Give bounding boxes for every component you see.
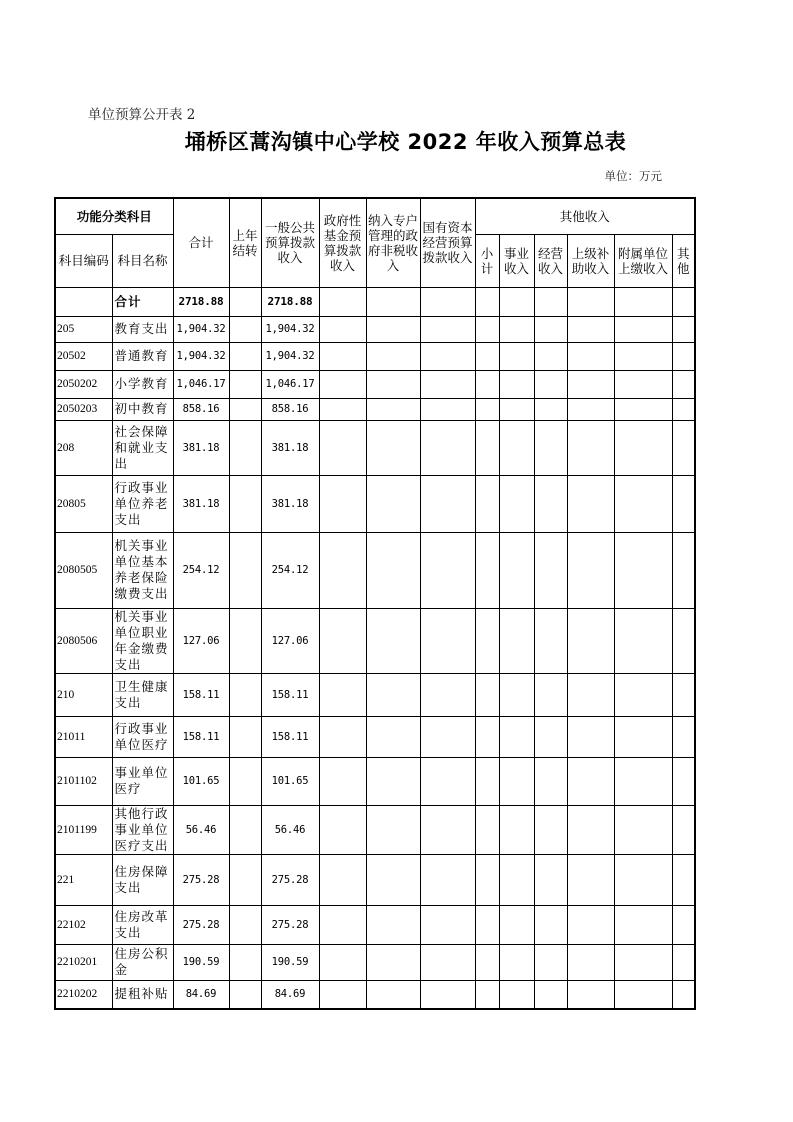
cell-nontax bbox=[366, 608, 420, 673]
cell-stateowned bbox=[420, 944, 475, 980]
cell-subsidy bbox=[567, 805, 614, 854]
cell-general: 158.11 bbox=[261, 716, 319, 757]
cell-govfund bbox=[319, 475, 366, 532]
cell-operating bbox=[534, 287, 567, 316]
cell-govfund bbox=[319, 342, 366, 370]
cell-subtotal bbox=[475, 608, 499, 673]
cell-carryover bbox=[229, 805, 261, 854]
cell-others bbox=[672, 716, 695, 757]
cell-name: 小学教育 bbox=[112, 370, 173, 398]
cell-operating bbox=[534, 805, 567, 854]
cell-code: 2101199 bbox=[55, 805, 112, 854]
cell-name: 普通教育 bbox=[112, 342, 173, 370]
cell-affiliated bbox=[614, 398, 672, 420]
cell-others bbox=[672, 673, 695, 716]
cell-stateowned bbox=[420, 287, 475, 316]
cell-nontax bbox=[366, 532, 420, 608]
cell-subtotal bbox=[475, 905, 499, 944]
table-row bbox=[55, 475, 695, 532]
header-nontax: 纳入专户管理的政府非税收入 bbox=[366, 198, 420, 287]
cell-affiliated bbox=[614, 980, 672, 1009]
cell-name: 行政事业单位养老支出 bbox=[112, 475, 173, 532]
header-stateowned: 国有资本经营预算拨款收入 bbox=[420, 198, 475, 287]
cell-stateowned bbox=[420, 673, 475, 716]
cell-general: 1,904.32 bbox=[261, 316, 319, 342]
cell-code: 20805 bbox=[55, 475, 112, 532]
cell-business bbox=[499, 420, 534, 475]
cell-operating bbox=[534, 905, 567, 944]
cell-others bbox=[672, 805, 695, 854]
cell-stateowned bbox=[420, 980, 475, 1009]
table-row bbox=[55, 532, 695, 608]
cell-govfund bbox=[319, 944, 366, 980]
cell-subtotal bbox=[475, 944, 499, 980]
cell-code: 2080505 bbox=[55, 532, 112, 608]
cell-code: 205 bbox=[55, 316, 112, 342]
cell-general: 127.06 bbox=[261, 608, 319, 673]
cell-carryover bbox=[229, 398, 261, 420]
cell-nontax bbox=[366, 420, 420, 475]
header-other-group: 其他收入 bbox=[475, 198, 695, 234]
cell-total: 127.06 bbox=[173, 608, 229, 673]
cell-affiliated bbox=[614, 716, 672, 757]
cell-subtotal bbox=[475, 757, 499, 805]
cell-total: 254.12 bbox=[173, 532, 229, 608]
cell-general: 1,904.32 bbox=[261, 342, 319, 370]
cell-subsidy bbox=[567, 342, 614, 370]
cell-stateowned bbox=[420, 342, 475, 370]
cell-others bbox=[672, 854, 695, 905]
cell-name: 机关事业单位职业年金缴费支出 bbox=[112, 608, 173, 673]
cell-affiliated bbox=[614, 757, 672, 805]
cell-name: 机关事业单位基本养老保险缴费支出 bbox=[112, 532, 173, 608]
cell-others bbox=[672, 398, 695, 420]
table-body bbox=[55, 287, 695, 1009]
cell-govfund bbox=[319, 980, 366, 1009]
cell-nontax bbox=[366, 716, 420, 757]
cell-operating bbox=[534, 475, 567, 532]
cell-name: 教育支出 bbox=[112, 316, 173, 342]
cell-general: 2718.88 bbox=[261, 287, 319, 316]
cell-carryover bbox=[229, 342, 261, 370]
cell-others bbox=[672, 342, 695, 370]
cell-affiliated bbox=[614, 475, 672, 532]
cell-business bbox=[499, 905, 534, 944]
cell-total: 101.65 bbox=[173, 757, 229, 805]
cell-subtotal bbox=[475, 805, 499, 854]
cell-name: 初中教育 bbox=[112, 398, 173, 420]
cell-business bbox=[499, 475, 534, 532]
cell-subtotal bbox=[475, 420, 499, 475]
cell-business bbox=[499, 854, 534, 905]
cell-code: 2210202 bbox=[55, 980, 112, 1009]
table-row bbox=[55, 805, 695, 854]
cell-total: 1,904.32 bbox=[173, 316, 229, 342]
cell-affiliated bbox=[614, 420, 672, 475]
cell-nontax bbox=[366, 944, 420, 980]
cell-stateowned bbox=[420, 532, 475, 608]
cell-business bbox=[499, 944, 534, 980]
cell-carryover bbox=[229, 420, 261, 475]
cell-business bbox=[499, 398, 534, 420]
table-row bbox=[55, 316, 695, 342]
cell-stateowned bbox=[420, 398, 475, 420]
cell-others bbox=[672, 905, 695, 944]
cell-name: 提租补贴 bbox=[112, 980, 173, 1009]
cell-subsidy bbox=[567, 398, 614, 420]
cell-carryover bbox=[229, 905, 261, 944]
page-title: 埇桥区蒿沟镇中心学校 2022 年收入预算总表 bbox=[184, 130, 627, 154]
table-row bbox=[55, 854, 695, 905]
income-budget-table bbox=[54, 197, 696, 1010]
cell-code: 210 bbox=[55, 673, 112, 716]
cell-affiliated bbox=[614, 608, 672, 673]
cell-code: 2210201 bbox=[55, 944, 112, 980]
cell-subsidy bbox=[567, 316, 614, 342]
cell-subtotal bbox=[475, 854, 499, 905]
cell-govfund bbox=[319, 420, 366, 475]
cell-govfund bbox=[319, 905, 366, 944]
cell-affiliated bbox=[614, 316, 672, 342]
cell-govfund bbox=[319, 316, 366, 342]
cell-carryover bbox=[229, 944, 261, 980]
cell-nontax bbox=[366, 905, 420, 944]
table-row bbox=[55, 944, 695, 980]
cell-nontax bbox=[366, 398, 420, 420]
cell-govfund bbox=[319, 532, 366, 608]
table-row bbox=[55, 420, 695, 475]
cell-total: 275.28 bbox=[173, 854, 229, 905]
cell-general: 275.28 bbox=[261, 905, 319, 944]
cell-operating bbox=[534, 370, 567, 398]
cell-operating bbox=[534, 854, 567, 905]
cell-nontax bbox=[366, 980, 420, 1009]
table-row bbox=[55, 980, 695, 1009]
cell-others bbox=[672, 757, 695, 805]
cell-subsidy bbox=[567, 287, 614, 316]
header-total: 合计 bbox=[173, 198, 229, 287]
header-business: 事业收入 bbox=[499, 234, 534, 287]
cell-total: 381.18 bbox=[173, 475, 229, 532]
cell-stateowned bbox=[420, 608, 475, 673]
cell-general: 84.69 bbox=[261, 980, 319, 1009]
cell-general: 56.46 bbox=[261, 805, 319, 854]
cell-subtotal bbox=[475, 287, 499, 316]
cell-general: 190.59 bbox=[261, 944, 319, 980]
cell-business bbox=[499, 287, 534, 316]
cell-govfund bbox=[319, 757, 366, 805]
cell-carryover bbox=[229, 673, 261, 716]
cell-subsidy bbox=[567, 532, 614, 608]
cell-operating bbox=[534, 420, 567, 475]
cell-business bbox=[499, 532, 534, 608]
cell-stateowned bbox=[420, 316, 475, 342]
cell-total: 1,904.32 bbox=[173, 342, 229, 370]
cell-carryover bbox=[229, 716, 261, 757]
cell-affiliated bbox=[614, 854, 672, 905]
cell-subsidy bbox=[567, 673, 614, 716]
cell-code: 2080506 bbox=[55, 608, 112, 673]
cell-business bbox=[499, 757, 534, 805]
cell-operating bbox=[534, 316, 567, 342]
header-subtotal: 小计 bbox=[475, 234, 499, 287]
cell-code: 2101102 bbox=[55, 757, 112, 805]
cell-subtotal bbox=[475, 316, 499, 342]
cell-subsidy bbox=[567, 370, 614, 398]
cell-affiliated bbox=[614, 673, 672, 716]
cell-name: 其他行政事业单位医疗支出 bbox=[112, 805, 173, 854]
unit-label: 单位：万元 bbox=[604, 169, 662, 183]
cell-name: 住房保障支出 bbox=[112, 854, 173, 905]
cell-affiliated bbox=[614, 905, 672, 944]
cell-operating bbox=[534, 342, 567, 370]
cell-name: 社会保障和就业支出 bbox=[112, 420, 173, 475]
cell-others bbox=[672, 475, 695, 532]
cell-operating bbox=[534, 944, 567, 980]
cell-subsidy bbox=[567, 944, 614, 980]
cell-name: 住房公积金 bbox=[112, 944, 173, 980]
cell-total: 158.11 bbox=[173, 716, 229, 757]
cell-nontax bbox=[366, 854, 420, 905]
cell-general: 254.12 bbox=[261, 532, 319, 608]
cell-business bbox=[499, 608, 534, 673]
cell-name: 住房改革支出 bbox=[112, 905, 173, 944]
cell-affiliated bbox=[614, 287, 672, 316]
cell-code bbox=[55, 287, 112, 316]
cell-code: 221 bbox=[55, 854, 112, 905]
cell-business bbox=[499, 980, 534, 1009]
cell-govfund bbox=[319, 370, 366, 398]
cell-subsidy bbox=[567, 905, 614, 944]
cell-general: 381.18 bbox=[261, 475, 319, 532]
cell-govfund bbox=[319, 716, 366, 757]
cell-stateowned bbox=[420, 805, 475, 854]
cell-name: 事业单位医疗 bbox=[112, 757, 173, 805]
cell-code: 2050202 bbox=[55, 370, 112, 398]
header-general: 一般公共预算拨款收入 bbox=[261, 198, 319, 287]
cell-affiliated bbox=[614, 805, 672, 854]
cell-subsidy bbox=[567, 854, 614, 905]
cell-others bbox=[672, 608, 695, 673]
cell-stateowned bbox=[420, 854, 475, 905]
cell-general: 101.65 bbox=[261, 757, 319, 805]
cell-nontax bbox=[366, 342, 420, 370]
cell-operating bbox=[534, 398, 567, 420]
cell-others bbox=[672, 287, 695, 316]
cell-operating bbox=[534, 980, 567, 1009]
cell-business bbox=[499, 673, 534, 716]
header-others: 其他 bbox=[672, 234, 695, 287]
header-name: 科目名称 bbox=[112, 234, 173, 287]
cell-total: 158.11 bbox=[173, 673, 229, 716]
cell-others bbox=[672, 944, 695, 980]
cell-affiliated bbox=[614, 944, 672, 980]
cell-general: 1,046.17 bbox=[261, 370, 319, 398]
cell-stateowned bbox=[420, 716, 475, 757]
cell-general: 381.18 bbox=[261, 420, 319, 475]
table-row bbox=[55, 398, 695, 420]
cell-govfund bbox=[319, 287, 366, 316]
cell-others bbox=[672, 370, 695, 398]
table-row bbox=[55, 673, 695, 716]
cell-carryover bbox=[229, 757, 261, 805]
header-code: 科目编码 bbox=[55, 234, 112, 287]
cell-affiliated bbox=[614, 370, 672, 398]
cell-business bbox=[499, 370, 534, 398]
cell-stateowned bbox=[420, 420, 475, 475]
cell-business bbox=[499, 805, 534, 854]
header-affiliated: 附属单位上缴收入 bbox=[614, 234, 672, 287]
cell-total: 56.46 bbox=[173, 805, 229, 854]
cell-nontax bbox=[366, 805, 420, 854]
cell-carryover bbox=[229, 980, 261, 1009]
cell-nontax bbox=[366, 287, 420, 316]
cell-affiliated bbox=[614, 532, 672, 608]
cell-subtotal bbox=[475, 342, 499, 370]
cell-total: 275.28 bbox=[173, 905, 229, 944]
cell-total: 1,046.17 bbox=[173, 370, 229, 398]
header-subsidy: 上级补助收入 bbox=[567, 234, 614, 287]
cell-nontax bbox=[366, 757, 420, 805]
cell-business bbox=[499, 716, 534, 757]
cell-subtotal bbox=[475, 475, 499, 532]
cell-code: 22102 bbox=[55, 905, 112, 944]
cell-total: 2718.88 bbox=[173, 287, 229, 316]
cell-code: 20502 bbox=[55, 342, 112, 370]
cell-carryover bbox=[229, 475, 261, 532]
cell-subtotal bbox=[475, 980, 499, 1009]
table-row bbox=[55, 716, 695, 757]
cell-carryover bbox=[229, 316, 261, 342]
cell-business bbox=[499, 316, 534, 342]
cell-nontax bbox=[366, 673, 420, 716]
table-row bbox=[55, 608, 695, 673]
table-number-label: 单位预算公开表 2 bbox=[88, 107, 196, 123]
cell-name: 合计 bbox=[112, 287, 173, 316]
cell-subsidy bbox=[567, 980, 614, 1009]
cell-code: 2050203 bbox=[55, 398, 112, 420]
cell-govfund bbox=[319, 608, 366, 673]
table-row bbox=[55, 757, 695, 805]
cell-total: 858.16 bbox=[173, 398, 229, 420]
cell-stateowned bbox=[420, 757, 475, 805]
cell-subsidy bbox=[567, 420, 614, 475]
cell-stateowned bbox=[420, 905, 475, 944]
cell-stateowned bbox=[420, 370, 475, 398]
cell-subtotal bbox=[475, 398, 499, 420]
cell-nontax bbox=[366, 316, 420, 342]
table-row bbox=[55, 905, 695, 944]
cell-code: 208 bbox=[55, 420, 112, 475]
cell-general: 858.16 bbox=[261, 398, 319, 420]
table-row bbox=[55, 370, 695, 398]
cell-nontax bbox=[366, 370, 420, 398]
cell-subtotal bbox=[475, 370, 499, 398]
cell-subsidy bbox=[567, 716, 614, 757]
cell-operating bbox=[534, 757, 567, 805]
table-row bbox=[55, 342, 695, 370]
cell-affiliated bbox=[614, 342, 672, 370]
cell-stateowned bbox=[420, 475, 475, 532]
cell-others bbox=[672, 420, 695, 475]
cell-carryover bbox=[229, 608, 261, 673]
header-carryover: 上年结转 bbox=[229, 198, 261, 287]
cell-name: 行政事业单位医疗 bbox=[112, 716, 173, 757]
cell-others bbox=[672, 316, 695, 342]
cell-govfund bbox=[319, 673, 366, 716]
cell-operating bbox=[534, 673, 567, 716]
cell-operating bbox=[534, 716, 567, 757]
cell-name: 卫生健康支出 bbox=[112, 673, 173, 716]
cell-govfund bbox=[319, 805, 366, 854]
cell-others bbox=[672, 532, 695, 608]
cell-carryover bbox=[229, 287, 261, 316]
cell-subtotal bbox=[475, 716, 499, 757]
cell-total: 381.18 bbox=[173, 420, 229, 475]
cell-general: 275.28 bbox=[261, 854, 319, 905]
total-row bbox=[55, 287, 695, 316]
cell-subtotal bbox=[475, 673, 499, 716]
cell-govfund bbox=[319, 398, 366, 420]
cell-nontax bbox=[366, 475, 420, 532]
header-govfund: 政府性基金预算拨款收入 bbox=[319, 198, 366, 287]
cell-subsidy bbox=[567, 608, 614, 673]
cell-carryover bbox=[229, 370, 261, 398]
cell-govfund bbox=[319, 854, 366, 905]
cell-code: 21011 bbox=[55, 716, 112, 757]
cell-carryover bbox=[229, 532, 261, 608]
cell-others bbox=[672, 980, 695, 1009]
cell-carryover bbox=[229, 854, 261, 905]
header-func-group: 功能分类科目 bbox=[55, 198, 173, 234]
cell-general: 158.11 bbox=[261, 673, 319, 716]
cell-total: 84.69 bbox=[173, 980, 229, 1009]
cell-subsidy bbox=[567, 475, 614, 532]
cell-subtotal bbox=[475, 532, 499, 608]
header-operating: 经营收入 bbox=[534, 234, 567, 287]
cell-operating bbox=[534, 608, 567, 673]
cell-business bbox=[499, 342, 534, 370]
cell-subsidy bbox=[567, 757, 614, 805]
cell-operating bbox=[534, 532, 567, 608]
cell-total: 190.59 bbox=[173, 944, 229, 980]
